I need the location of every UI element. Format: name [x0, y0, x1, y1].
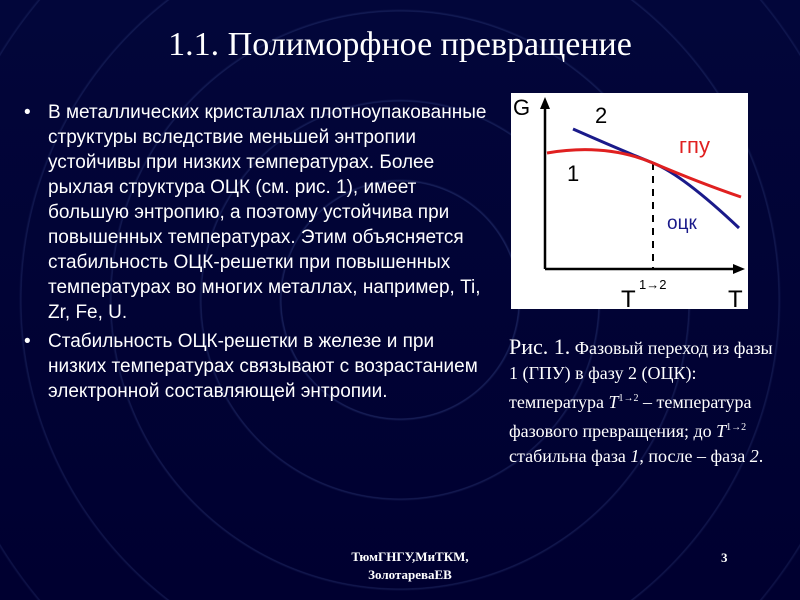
bullet-item [22, 329, 492, 404]
slide-title: 1.1. Полиморфное превращение [168, 26, 632, 63]
bullet-text: Стабильность ОЦК-решетки в железе и при низких температурах связывают с возрастанием электронной составляющей энтропии. [48, 331, 478, 402]
transition-temperature-label: T [621, 286, 636, 309]
bcc-label: оцк [667, 213, 697, 234]
caption-temperature-sup: 1→2 [726, 422, 747, 433]
hcp-label: гпу [679, 133, 710, 158]
bcc-curve [573, 129, 739, 228]
bullet-list [22, 100, 492, 408]
axis-x-label: T [728, 286, 743, 309]
curve-1-label: 1 [567, 161, 580, 186]
y-axis-arrow [540, 97, 550, 109]
figure-caption [509, 334, 779, 469]
caption-text: , после – фаза [639, 446, 750, 466]
caption-temperature-sup: 1→2 [618, 393, 639, 404]
curve-2-label: 2 [595, 103, 608, 128]
page-number: 3 [721, 550, 728, 565]
footer-line-2: ЗолотареваЕВ [368, 567, 452, 582]
footer-line-1: ТюмГНГУ,МиТКМ, [351, 549, 469, 564]
caption-text: – температура фазового превращения; до [509, 392, 752, 441]
caption-temperature: T [716, 421, 727, 441]
bullet-text: В металлических кристаллах плотноупакованные структуры вследствие меньшей энтропии устойчивы при низких температурах. Более рыхлая структура ОЦК (см. рис. 1), имеет большую энтропию, а поэтому устойчива при повышенных температурах. Этим объясняется стабильность ОЦК-решетки при повышенных температурах во многих металлах, например, Ti, Zr, Fe, U. [48, 102, 487, 323]
caption-lead: Рис. 1. [509, 334, 571, 359]
bullet-icon: • [24, 102, 31, 123]
caption-phase: 1 [630, 446, 640, 466]
bullet-icon: • [24, 331, 31, 352]
phase-diagram [511, 93, 748, 309]
caption-text: . [758, 446, 764, 466]
caption-temperature: T [608, 392, 619, 412]
caption-text: Фазовый переход из фазы 1 (ГПУ) в фазу 2 (ОЦК): температура [509, 338, 773, 412]
caption-text: стабильна фаза [509, 446, 631, 466]
transition-temperature-sup: 1→2 [639, 277, 667, 292]
footer-author [300, 548, 520, 584]
caption-phase: 2 [749, 446, 759, 466]
x-axis-arrow [733, 264, 745, 274]
phase-diagram-figure [511, 93, 748, 309]
axis-y-label: G [513, 95, 531, 120]
bullet-item [22, 100, 492, 325]
